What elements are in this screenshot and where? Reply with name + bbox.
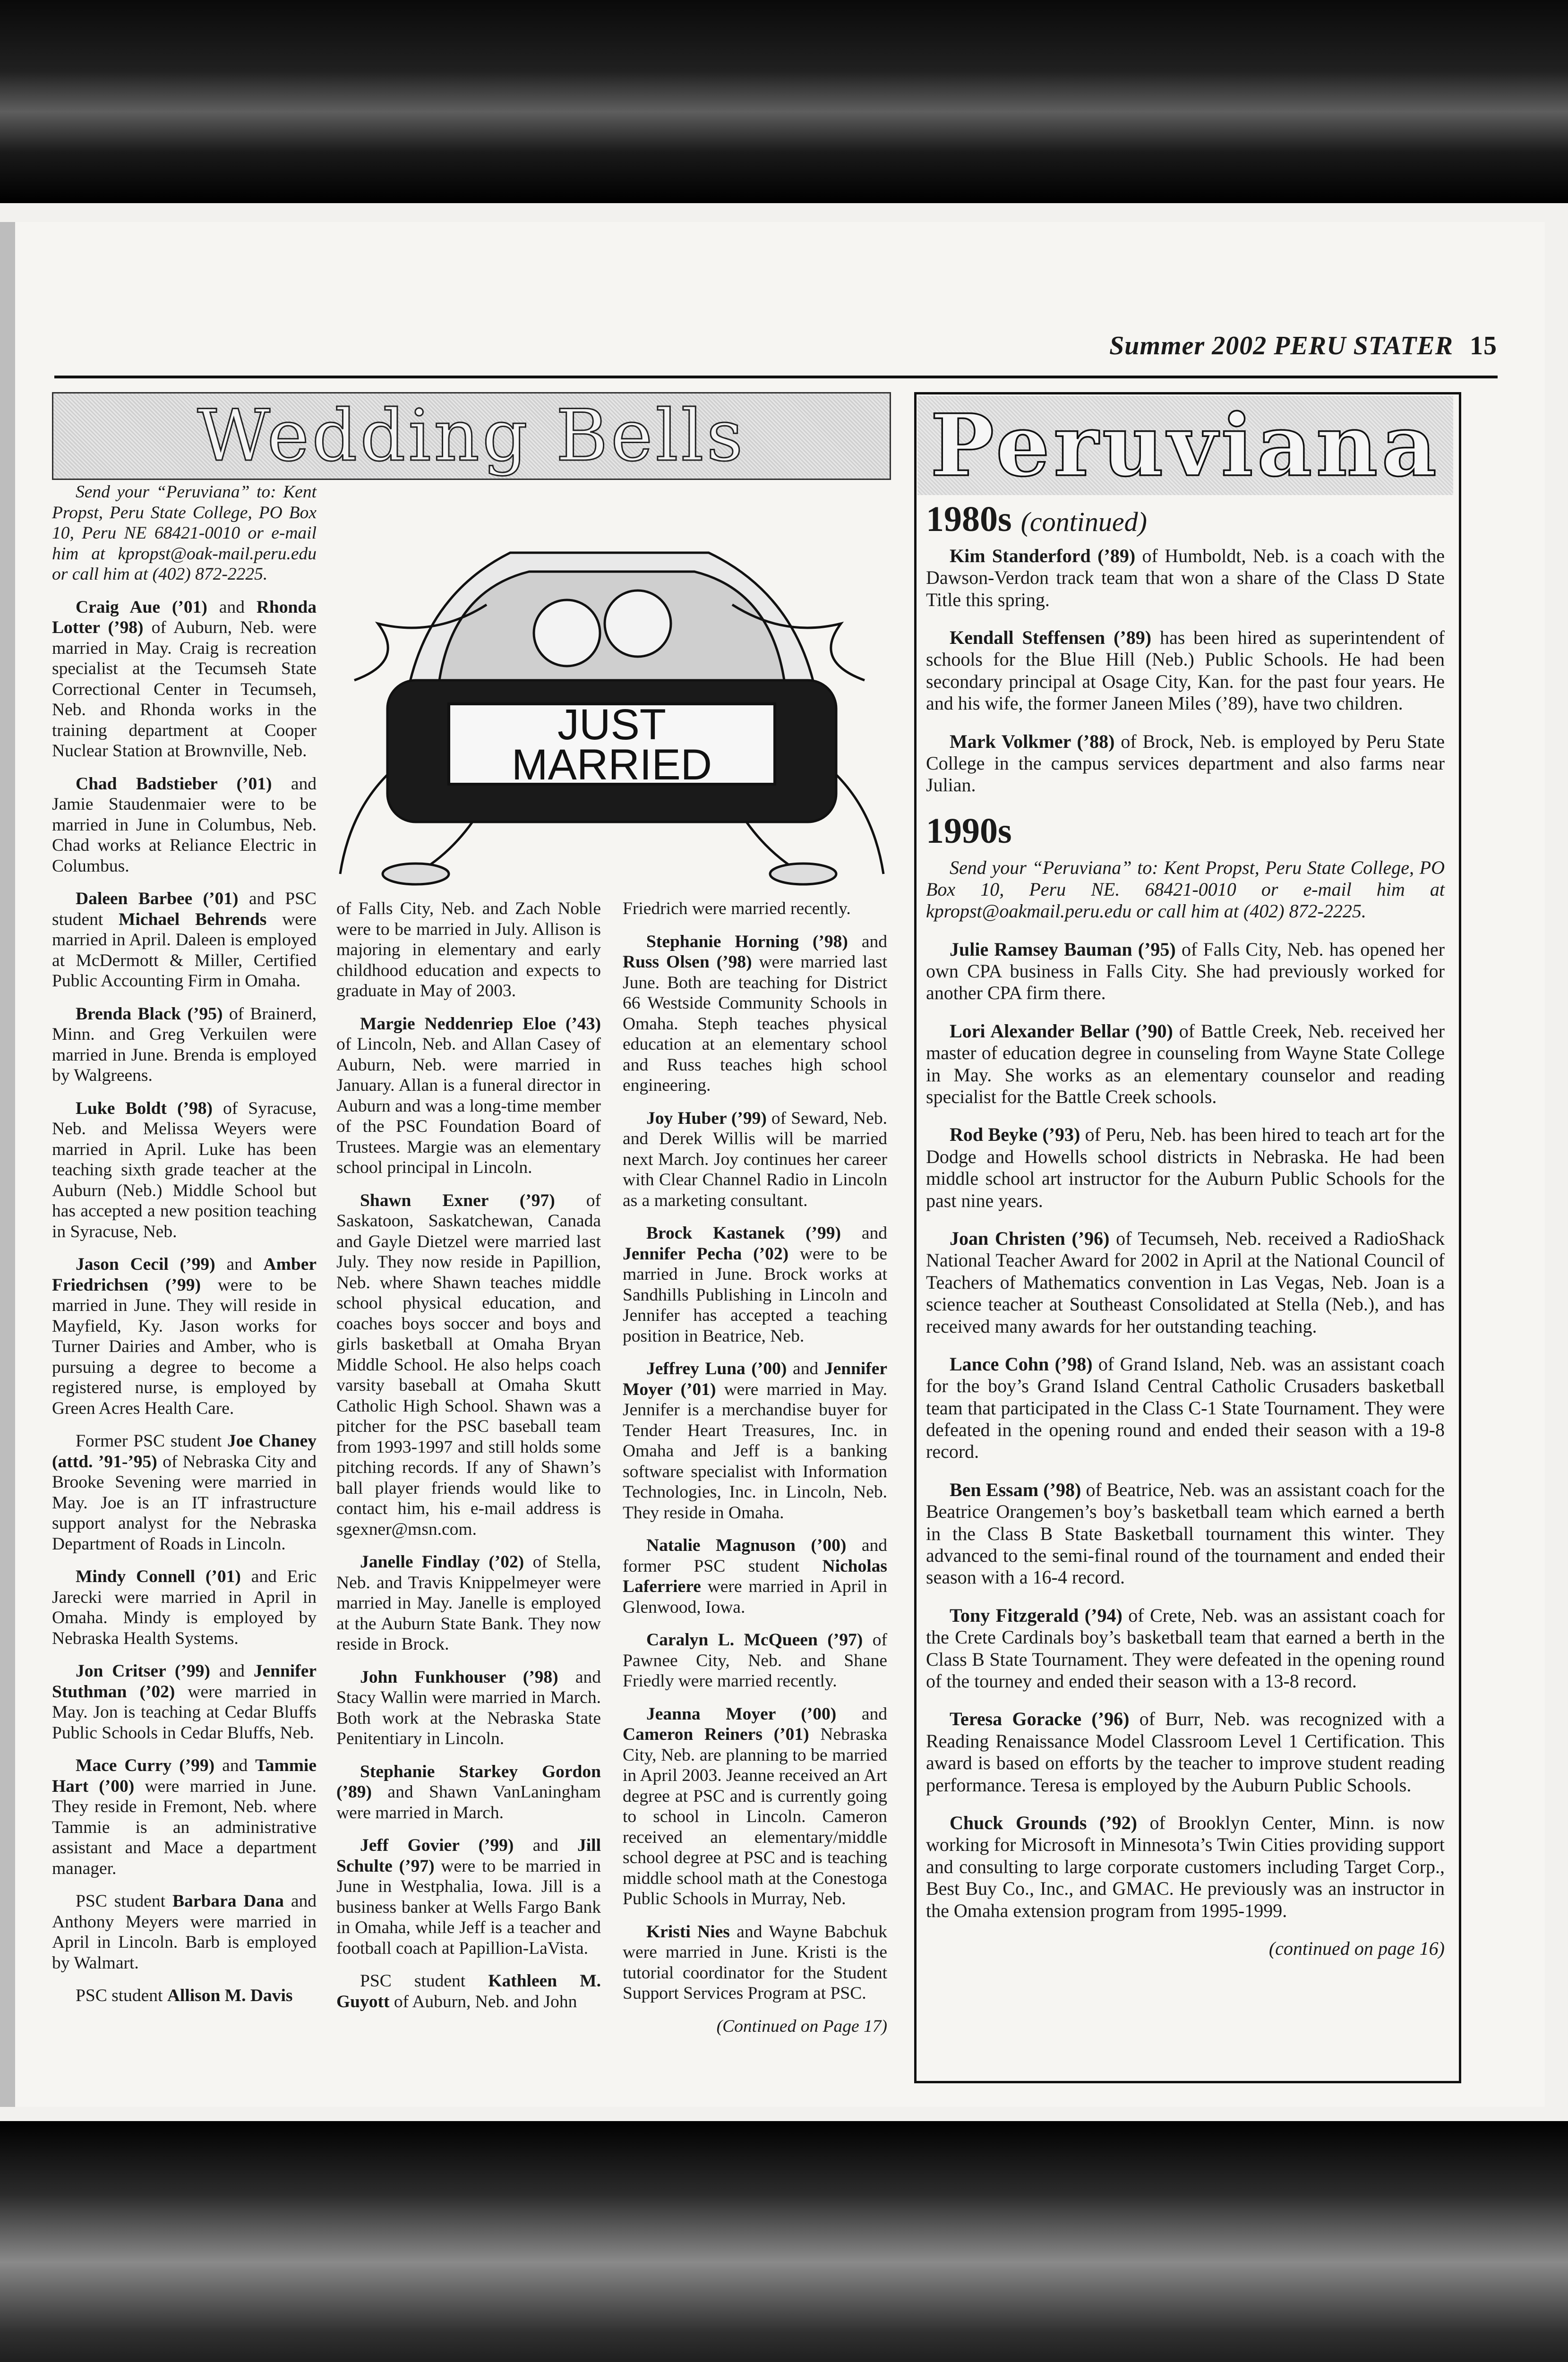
entry-year: (’99) bbox=[171, 1756, 215, 1775]
entry-year: (’01) bbox=[195, 1567, 241, 1586]
entry-name: Jason Cecil bbox=[76, 1255, 169, 1274]
entry-year: (’00) bbox=[88, 1776, 135, 1796]
entry-name: Ben Essam bbox=[950, 1479, 1039, 1500]
entry-name: Tony Fitzgerald bbox=[950, 1604, 1079, 1626]
header-rule bbox=[54, 376, 1498, 378]
illustration-text-just: JUST bbox=[557, 701, 666, 749]
entry-text: and Stacy Wallin were married in March. Both work at the Nebraska State Penitentiary in Lincoln. bbox=[336, 1667, 601, 1748]
entry-text: were to be married in June. They will reside in Mayfield, Ky. Jason works for Turner Dairies and Amber, who is pursuing a degree to become a registered nurse, is employed by Green Acres Health Care. bbox=[52, 1275, 317, 1418]
peruviana-title: Peruviana bbox=[930, 395, 1440, 496]
entry-text: were married in May. Jennifer is a merchandise buyer for Tender Heart Treasures, Inc. in Omaha and Jeff is a banking software specialist with Information Technologies, Inc. in Lincoln, Neb. They reside in Omaha. bbox=[623, 1379, 887, 1523]
entry-year: (’97) bbox=[392, 1856, 435, 1876]
entry-text: of Peru, Neb. has been hired to teach art for the Dodge and Howells school districts in Nebraska. He had been middle school art instructor for the Auburn Public Schools for the past nine years. bbox=[926, 1124, 1445, 1211]
entry-name: Mace Curry bbox=[76, 1756, 172, 1775]
entry-name: Janelle Findlay bbox=[360, 1552, 480, 1572]
entry-year: (’89) bbox=[1090, 545, 1136, 566]
entry-name: Kendall Steffensen bbox=[950, 626, 1105, 648]
entry-paragraph bbox=[336, 1762, 601, 1823]
entry-year: (’99) bbox=[166, 1661, 210, 1681]
entry-name: Kathleen M. Guyott bbox=[336, 1971, 601, 2011]
entry-connector: and bbox=[207, 597, 257, 617]
wedding-column-2 bbox=[336, 899, 601, 2024]
decade-note: (continued) bbox=[1020, 506, 1147, 537]
entry-year: (’00) bbox=[775, 1704, 837, 1724]
entry-text: of Brainerd, Minn. and Greg Verkuilen were married in June. Brenda is employed by Walgreens. bbox=[52, 1004, 317, 1085]
entry-paragraph bbox=[52, 1566, 317, 1649]
peruviana-banner bbox=[917, 396, 1453, 495]
entry-name: Rhonda Lotter bbox=[52, 597, 317, 637]
entry-paragraph bbox=[623, 1630, 887, 1692]
entry-connector: and bbox=[787, 1359, 824, 1378]
entry-paragraph bbox=[926, 1124, 1445, 1212]
entry-name: Brock Kastanek bbox=[646, 1224, 785, 1243]
entry-text: and Shawn VanLaningham were married in March. bbox=[336, 1782, 601, 1823]
entry-year: (’99) bbox=[785, 1224, 841, 1243]
entry-name: Rod Beyke bbox=[950, 1124, 1037, 1146]
entry-year: (’02) bbox=[742, 1244, 789, 1264]
entry-text: of Crete, Neb. was an assistant coach for the Crete Cardinals boy’s basketball team that earned a berth in the Class B State Tournament. They were defeated in the opening round of the tourney and ended their season with a 13-8 record. bbox=[926, 1604, 1445, 1692]
entry-year: (’99) bbox=[148, 1275, 201, 1295]
entry-paragraph bbox=[52, 1098, 317, 1242]
entry-year: (’88) bbox=[1071, 730, 1115, 752]
entry-paragraph bbox=[926, 1605, 1445, 1693]
entry-name: Kim Standerford bbox=[950, 545, 1091, 566]
entry-name: Craig Aue bbox=[76, 597, 161, 617]
entry-text: and Eric Jarecki were married in April in Omaha. Mindy is employed by Nebraska Health Systems. bbox=[52, 1567, 317, 1648]
entry-year: (’94) bbox=[1079, 1604, 1122, 1626]
entry-name: Barbara Dana bbox=[172, 1891, 284, 1911]
wedding-entries-col2 bbox=[336, 899, 601, 2012]
entry-name: Jeanna Moyer bbox=[646, 1704, 776, 1724]
entry-text: were married in April. Daleen is employed at McDermott & Miller, Certified Public Accounting Firm in Omaha. bbox=[52, 909, 317, 991]
entry-text: of Lincoln, Neb. and Allan Casey of Auburn, Neb. were married in January. Allan is a funeral director in Auburn and was a long-time member of the PSC Foundation Board of Trustees. Margie was an elementary school principal in Lincoln. bbox=[336, 1035, 601, 1177]
entry-year: (’98) bbox=[1049, 1353, 1093, 1375]
entry-text: of Grand Island, Neb. was an assistant coach for the boy’s Grand Island Central Catholic Crusaders basketball team that participated in the Class C-1 State Tournament. They were defeated in the opening round and ended their season with a 19-8 record. bbox=[926, 1353, 1445, 1463]
entry-year: (’98) bbox=[1038, 1479, 1081, 1500]
entry-connector: Former PSC student bbox=[76, 1431, 228, 1451]
entry-paragraph bbox=[926, 545, 1445, 611]
page-number: 15 bbox=[1470, 331, 1497, 360]
entry-text: of Saskatoon, Saskatchewan, Canada and Gayle Dietzel were married last July. They now reside in Papillion, Neb. where Shawn teaches middle school physical education, and coaches boys soccer and boys and girls basketball at Omaha Bryan Middle School. He also helps coach varsity baseball at Omaha Skutt Catholic High School. Shawn was a pitcher for the PSC baseball team from 1993-1997 and still holds some pitching records. If any of Shawn’s ball player friends would like to contact him, his e-mail address is sgexner@msn.com. bbox=[336, 1190, 601, 1539]
scan-border-bottom bbox=[0, 2121, 1568, 2362]
entry-name: Lance Cohn bbox=[950, 1353, 1049, 1375]
entry-year: (’97) bbox=[817, 1630, 863, 1650]
entry-name: Shawn Exner bbox=[360, 1190, 488, 1210]
entry-year: (’99) bbox=[726, 1108, 767, 1128]
illustration-text-married: MARRIED bbox=[511, 741, 712, 789]
entry-year: (’02) bbox=[480, 1552, 524, 1572]
entry-year: (attd. ’91-’95) bbox=[52, 1452, 157, 1472]
wedding-bells-banner bbox=[52, 392, 891, 480]
wedding-bells-title: Wedding Bells bbox=[197, 395, 746, 477]
entry-connector: and bbox=[836, 1704, 887, 1724]
entry-name: Daleen Barbee bbox=[76, 889, 193, 908]
entry-connector: and former PSC student bbox=[623, 1536, 887, 1576]
entry-year: (’89) bbox=[1105, 626, 1152, 648]
entry-paragraph bbox=[926, 1708, 1445, 1796]
entry-name: Luke Boldt bbox=[76, 1098, 167, 1118]
entry-name: Teresa Goracke bbox=[950, 1708, 1082, 1730]
entry-year: (’01) bbox=[192, 889, 239, 908]
entry-name: Lori Alexander Bellar bbox=[950, 1020, 1129, 1042]
entry-name: Natalie Magnuson bbox=[646, 1536, 796, 1555]
entry-text: of Stella, Neb. and Travis Knippelmeyer were married in May. Janelle is employed at the Auburn State Bank. They now reside in Brock. bbox=[336, 1552, 601, 1654]
entry-name: Mindy Connell bbox=[76, 1567, 196, 1586]
entry-text: of Brooklyn Center, Minn. is now working for Microsoft in Minnesota’s Twin Cities providing support and consulting to large corporate customers including Target Corp., Best Buy Co., Inc., and GMAC. He previously was an instructor in the Omaha extension program from 1995-1999. bbox=[926, 1812, 1445, 1921]
entry-text: of Humboldt, Neb. is a coach with the Dawson-Verdon track team that won a share of the Class D State Title this spring. bbox=[926, 545, 1445, 610]
entry-paragraph bbox=[52, 1755, 317, 1879]
entry-name: Jon Critser bbox=[76, 1661, 166, 1681]
entry-name: Russ Olsen bbox=[623, 952, 710, 972]
entry-name: Jennifer Pecha bbox=[623, 1244, 742, 1264]
entry-connector: and bbox=[215, 1255, 264, 1274]
entry-text: and Jamie Staudenmaier were to be married in June in Columbus, Neb. Chad works at Reliance Electric in Columbus. bbox=[52, 774, 317, 876]
entry-text: of Nebraska City and Brooke Sevening were married in May. Joe is an IT infrastructure support analyst for the Nebraska Department of Roads in Lincoln. bbox=[52, 1452, 317, 1554]
entry-text: of Auburn, Neb. and John bbox=[389, 1992, 577, 2011]
entry-text: of Falls City, Neb. and Zach Noble were to be married in July. Allison is majoring in elementary and early childhood education and expects to graduate in May of 2003. bbox=[336, 899, 601, 1001]
entry-text: were married in April in Glenwood, Iowa. bbox=[623, 1577, 887, 1617]
entry-year: (’43) bbox=[556, 1014, 601, 1034]
entry-connector: PSC student bbox=[360, 1971, 488, 1991]
peruviana-entries-1990s bbox=[926, 939, 1445, 1922]
entry-year: (’98) bbox=[506, 1667, 558, 1687]
entry-year: (’00) bbox=[745, 1359, 787, 1378]
entry-year: (’98) bbox=[100, 618, 144, 637]
entry-connector: and bbox=[214, 1756, 256, 1775]
entry-name: Brenda Black bbox=[76, 1004, 181, 1024]
entry-paragraph bbox=[623, 932, 887, 1096]
entry-text: were married in June. They reside in Fremont, Neb. where Tammie is an administrative assistant and Mace a department manager. bbox=[52, 1776, 317, 1878]
entry-text: of Auburn, Neb. were married in May. Craig is recreation specialist at the Tecumseh State Correctional Center in Tecumseh, Neb. and Rhonda works in the training department at Cooper Nuclear Station at Brownville, Neb. bbox=[52, 618, 317, 761]
entry-paragraph bbox=[52, 1004, 317, 1086]
entry-text: of Pawnee City, Neb. and Shane Friedly were married recently. bbox=[623, 1630, 887, 1691]
entry-text: of Seward, Neb. and Derek Willis will be married next March. Joy continues her career with Clear Channel Radio in Lincoln as a marketing consultant. bbox=[623, 1108, 887, 1210]
entry-text: were to be married in June. Brock works at Sandhills Publishing in Lincoln and Jennifer has accepted a teaching position in Beatrice, Neb. bbox=[623, 1244, 888, 1346]
entry-name: Joy Huber bbox=[646, 1108, 727, 1128]
entry-year: (’95) bbox=[1132, 938, 1176, 960]
entry-paragraph bbox=[336, 1835, 601, 1959]
entry-year: (’01) bbox=[160, 597, 207, 617]
entry-paragraph bbox=[336, 1971, 601, 2012]
decade-heading-1990s: 1990s bbox=[926, 811, 1012, 851]
entry-year: (’93) bbox=[1037, 1124, 1080, 1146]
entry-name: Joe Chaney bbox=[227, 1431, 317, 1451]
entry-name: Margie Neddenriep Eloe bbox=[360, 1014, 556, 1034]
wedding-continued-note: (Continued on Page 17) bbox=[716, 2016, 887, 2036]
entry-year: (’97) bbox=[488, 1190, 555, 1210]
entry-connector: and bbox=[210, 1661, 254, 1681]
entry-text: of Burr, Neb. was recognized with a Reading Renaissance Model Classroom Level 1 Certification. This award is based on efforts by the teacher to improve student reading performance. Teresa is employed by the Auburn Public Schools. bbox=[926, 1708, 1445, 1796]
entry-name: Joan Christen bbox=[950, 1227, 1065, 1249]
entry-text: were married last June. Both are teaching for District 66 Westside Community Schools in Omaha. Steph teaches physical education at an elementary school and Russ teaches high school engineering. bbox=[623, 952, 887, 1095]
entry-text: and Anthony Meyers were married in April in Lincoln. Barb is employed by Walmart. bbox=[52, 1891, 317, 1973]
entry-name: Mark Volkmer bbox=[950, 730, 1071, 752]
entry-paragraph bbox=[623, 1922, 887, 2004]
entry-paragraph bbox=[52, 1891, 317, 1973]
peruviana-entries-1980s bbox=[926, 545, 1445, 796]
entry-year: (’96) bbox=[1065, 1227, 1110, 1249]
entry-paragraph bbox=[336, 1667, 601, 1749]
entry-name: Kristi Nies bbox=[646, 1922, 730, 1942]
entry-name: Jill Schulte bbox=[336, 1836, 601, 1876]
entry-name: Stephanie Horning bbox=[646, 932, 799, 951]
entry-paragraph bbox=[926, 731, 1445, 796]
entry-text: of Syracuse, Neb. and Melissa Weyers were married in April. Luke has been teaching sixth grade teacher at the Auburn (Neb.) Middle School but has accepted a new position teaching in Syracuse, Neb. bbox=[52, 1098, 317, 1241]
entry-text: of Battle Creek, Neb. received her master of education degree in counseling from Wayne State College in May. She works as an elementary counselor and reading specialist for the Battle Creek schools. bbox=[926, 1020, 1445, 1108]
entry-name: Chad Badstieber bbox=[76, 774, 218, 794]
entry-name: John Funkhouser bbox=[360, 1667, 506, 1687]
entry-year: (’90) bbox=[1129, 1020, 1173, 1042]
entry-connector: and bbox=[841, 1224, 887, 1243]
wedding-entries-col3 bbox=[623, 899, 887, 2004]
entry-paragraph bbox=[926, 1479, 1445, 1589]
entry-name: Cameron Reiners bbox=[623, 1725, 763, 1744]
just-married-car-illustration bbox=[331, 482, 888, 888]
entry-paragraph bbox=[52, 1661, 317, 1743]
entry-paragraph bbox=[52, 889, 317, 992]
entry-year: (’98) bbox=[166, 1098, 213, 1118]
entry-year: (’98) bbox=[798, 932, 848, 951]
entry-text: of Brock, Neb. is employed by Peru State College in the campus services department and also farms near Julian. bbox=[926, 730, 1445, 796]
peruviana-send-to: Send your “Peruviana” to: Kent Propst, Peru State College, PO Box 10, Peru NE. 68421-0010 or e-mail him at kpropst@oakmail.peru.edu or call him at (402) 872-2225. bbox=[926, 856, 1445, 922]
entry-paragraph bbox=[926, 627, 1445, 715]
entry-paragraph bbox=[926, 1353, 1445, 1463]
entry-paragraph bbox=[336, 1190, 601, 1540]
entry-paragraph bbox=[52, 597, 317, 762]
entry-paragraph bbox=[926, 1020, 1445, 1108]
wedding-column-1 bbox=[52, 482, 317, 2019]
entry-paragraph bbox=[926, 939, 1445, 1004]
entry-name: Allison M. Davis bbox=[167, 1986, 293, 2005]
entry-paragraph bbox=[926, 1812, 1445, 1922]
entry-paragraph bbox=[623, 1223, 887, 1346]
entry-paragraph bbox=[336, 1552, 601, 1655]
peruviana-continued-note: (continued on page 16) bbox=[1268, 1937, 1445, 1959]
entry-text: were to be married in June in Westphalia, Iowa. Jill is a business banker at Wells Fargo Bank in Omaha, while Jeff is a teacher and football coach at Papillion-LaVista. bbox=[336, 1856, 601, 1958]
issue-title: Summer 2002 PERU STATER bbox=[1109, 331, 1453, 360]
entry-name: Julie Ramsey Bauman bbox=[950, 938, 1132, 960]
entry-connector: and PSC student bbox=[52, 889, 317, 929]
entry-year: (’99) bbox=[168, 1255, 215, 1274]
entry-text: of Falls City, Neb. has opened her own CPA business in Falls City. She had previously worked for another CPA firm there. bbox=[926, 938, 1445, 1004]
entry-year: (’92) bbox=[1087, 1812, 1137, 1833]
entry-name: Jennifer Stuthman bbox=[52, 1661, 317, 1702]
entry-paragraph bbox=[52, 1985, 317, 2006]
entry-paragraph bbox=[336, 899, 601, 1001]
entry-name: Nicholas Laferriere bbox=[623, 1556, 887, 1596]
entry-paragraph bbox=[623, 1108, 887, 1211]
entry-year: (’96) bbox=[1081, 1708, 1130, 1730]
entry-name: Jeffrey Luna bbox=[646, 1359, 745, 1378]
entry-name: Amber Friedrichsen bbox=[52, 1255, 317, 1295]
entry-paragraph bbox=[623, 899, 887, 919]
page-header bbox=[1109, 331, 1497, 361]
entry-paragraph bbox=[52, 1431, 317, 1554]
entry-text: has been hired as superintendent of schools for the Blue Hill (Neb.) Public Schools. He had been secondary principal at Osage City, Kan. for the past four years. He and his wife, the former Janeen Miles (’89), have two children. bbox=[926, 626, 1445, 714]
entry-paragraph bbox=[52, 1254, 317, 1419]
entry-connector: PSC student bbox=[76, 1986, 167, 2005]
entry-year: (’02) bbox=[127, 1682, 175, 1702]
peruviana-body bbox=[926, 501, 1445, 1976]
entry-name: Chuck Grounds bbox=[950, 1812, 1087, 1833]
entry-name: Tammie Hart bbox=[52, 1756, 317, 1796]
wedding-entries-col1 bbox=[52, 597, 317, 2006]
scan-border-top bbox=[0, 0, 1568, 203]
send-to-note: Send your “Peruviana” to: Kent Propst, Peru State College, PO Box 10, Peru NE 68421-0010 or e-mail him at kpropst@oak-mail.peru.edu or call him at (402) 872-2225. bbox=[52, 482, 317, 584]
entry-connector: and bbox=[848, 932, 887, 951]
entry-text: Nebraska City, Neb. are planning to be married in April 2003. Jeanne received an Art degree at PSC and is currently going to school in Lincoln. Cameron received an elementary/middle school degree at PSC and is teaching middle school math at the Conestoga Public Schools in Murray, Neb. bbox=[623, 1725, 887, 1908]
entry-year: (’00) bbox=[795, 1536, 847, 1555]
decade-heading-1980s bbox=[926, 501, 1445, 539]
entry-connector: and bbox=[514, 1836, 577, 1855]
entry-text: Friedrich were married recently. bbox=[623, 899, 851, 918]
entry-text: of Tecumseh, Neb. received a RadioShack National Teacher Award for 2002 in April at the National Council of Teachers of Mathematics convention in Las Vegas, Neb. Joan is a science teacher at Southeast Consolidated at Stella (Neb.), and has received many awards for her outstanding teaching. bbox=[926, 1227, 1445, 1337]
entry-name: Stephanie Starkey Gordon bbox=[360, 1762, 601, 1781]
entry-year: (’98) bbox=[709, 952, 752, 972]
entry-text: and Wayne Babchuk were married in June. Kristi is the tutorial coordinator for the Student Support Services Program at PSC. bbox=[623, 1922, 887, 2003]
entry-year: (’99) bbox=[459, 1836, 514, 1855]
entry-paragraph bbox=[926, 1228, 1445, 1337]
wedding-column-3 bbox=[623, 899, 887, 2049]
entry-connector: PSC student bbox=[76, 1891, 173, 1911]
entry-name: Caralyn L. McQueen bbox=[646, 1630, 818, 1650]
entry-name: Jeff Govier bbox=[360, 1836, 460, 1855]
entry-text: of Beatrice, Neb. was an assistant coach for the Beatrice Orangemen’s boy’s basketball team which earned a berth in the Class B State Basketball tournament this winter. They advanced to the semi-final round of the tournament and ended their season with a 16-4 record. bbox=[926, 1479, 1445, 1588]
entry-year: (’89) bbox=[336, 1782, 372, 1802]
entry-year: (’01) bbox=[672, 1379, 716, 1399]
entry-paragraph bbox=[623, 1359, 887, 1523]
entry-name: Jennifer Moyer bbox=[623, 1359, 887, 1399]
entry-paragraph bbox=[336, 1014, 601, 1178]
entry-year: (’01) bbox=[217, 774, 272, 794]
entry-paragraph bbox=[52, 774, 317, 877]
entry-paragraph bbox=[623, 1535, 887, 1617]
decade-label: 1980s bbox=[926, 499, 1012, 539]
entry-name: Michael Behrends bbox=[119, 909, 267, 929]
scan-binding-edge bbox=[0, 222, 15, 2107]
entry-year: (’01) bbox=[762, 1725, 809, 1744]
entry-year: (’95) bbox=[181, 1004, 223, 1024]
entry-text: were married in May. Jon is teaching at Cedar Bluffs Public Schools in Cedar Bluffs, Neb. bbox=[52, 1682, 317, 1743]
entry-paragraph bbox=[623, 1704, 887, 1909]
